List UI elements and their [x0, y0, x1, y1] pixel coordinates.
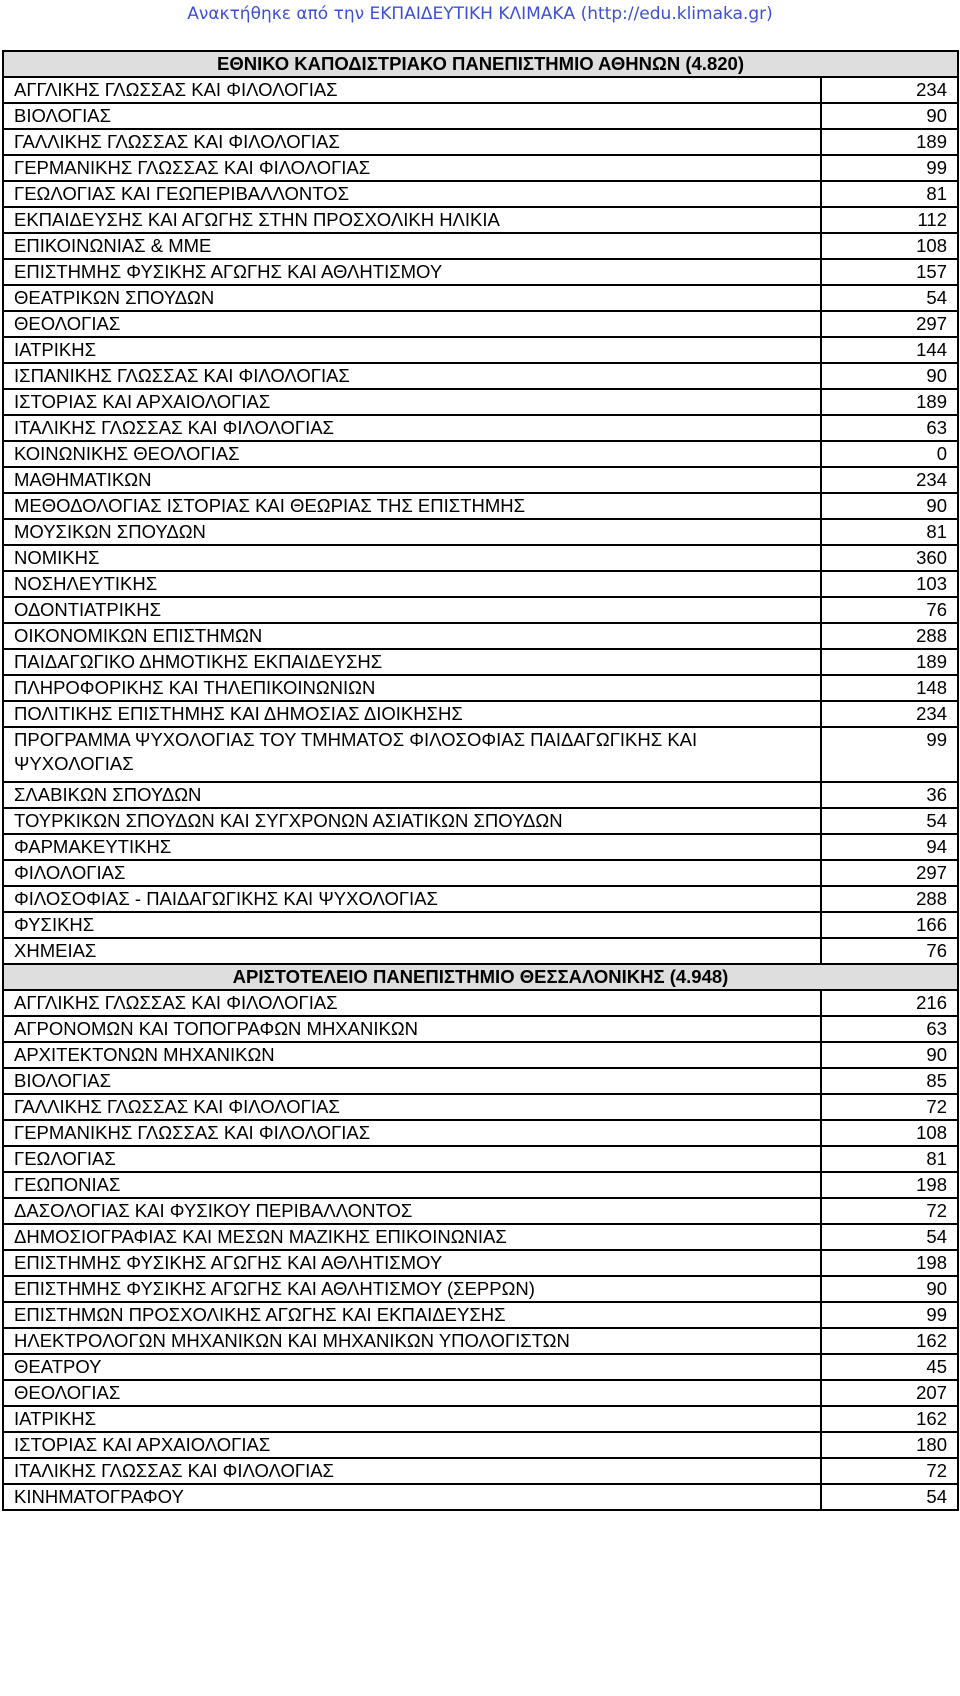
admission-count: 297 [821, 860, 958, 886]
admission-count: 162 [821, 1406, 958, 1432]
department-name: ΔΗΜΟΣΙΟΓΡΑΦΙΑΣ ΚΑΙ ΜΕΣΩΝ ΜΑΖΙΚΗΣ ΕΠΙΚΟΙΝΩΝΙΑΣ [3, 1224, 821, 1250]
admission-count: 189 [821, 129, 958, 155]
table-row [3, 155, 958, 181]
admission-count: 63 [821, 415, 958, 441]
department-name: ΗΛΕΚΤΡΟΛΟΓΩΝ ΜΗΧΑΝΙΚΩΝ ΚΑΙ ΜΗΧΑΝΙΚΩΝ ΥΠΟΛΟΓΙΣΤΩΝ [3, 1328, 821, 1354]
admission-count: 54 [821, 285, 958, 311]
admission-count: 103 [821, 571, 958, 597]
admission-count: 297 [821, 311, 958, 337]
department-name: ΦΑΡΜΑΚΕΥΤΙΚΗΣ [3, 834, 821, 860]
admission-count: 157 [821, 259, 958, 285]
admission-count: 108 [821, 1120, 958, 1146]
table-row [3, 808, 958, 834]
admission-count: 81 [821, 1146, 958, 1172]
admissions-table-body [3, 51, 958, 1510]
table-row [3, 337, 958, 363]
department-name: ΚΙΝΗΜΑΤΟΓΡΑΦΟΥ [3, 1484, 821, 1510]
department-name: ΑΓΓΛΙΚΗΣ ΓΛΩΣΣΑΣ ΚΑΙ ΦΙΛΟΛΟΓΙΑΣ [3, 990, 821, 1016]
department-name: ΣΛΑΒΙΚΩΝ ΣΠΟΥΔΩΝ [3, 782, 821, 808]
department-name: ΓΕΩΛΟΓΙΑΣ ΚΑΙ ΓΕΩΠΕΡΙΒΑΛΛΟΝΤΟΣ [3, 181, 821, 207]
table-row [3, 1068, 958, 1094]
department-name: ΙΑΤΡΙΚΗΣ [3, 1406, 821, 1432]
table-row [3, 1432, 958, 1458]
department-name: ΓΑΛΛΙΚΗΣ ΓΛΩΣΣΑΣ ΚΑΙ ΦΙΛΟΛΟΓΙΑΣ [3, 1094, 821, 1120]
admission-count: 207 [821, 1380, 958, 1406]
department-name: ΙΣΠΑΝΙΚΗΣ ΓΛΩΣΣΑΣ ΚΑΙ ΦΙΛΟΛΟΓΙΑΣ [3, 363, 821, 389]
admission-count: 76 [821, 597, 958, 623]
admission-count: 76 [821, 938, 958, 964]
department-name: ΕΠΙΣΤΗΜΩΝ ΠΡΟΣΧΟΛΙΚΗΣ ΑΓΩΓΗΣ ΚΑΙ ΕΚΠΑΙΔΕΥΣΗΣ [3, 1302, 821, 1328]
department-name: ΘΕΟΛΟΓΙΑΣ [3, 311, 821, 337]
table-row [3, 782, 958, 808]
admission-count: 99 [821, 155, 958, 181]
department-name: ΚΟΙΝΩΝΙΚΗΣ ΘΕΟΛΟΓΙΑΣ [3, 441, 821, 467]
university-title: ΑΡΙΣΤΟΤΕΛΕΙΟ ΠΑΝΕΠΙΣΤΗΜΙΟ ΘΕΣΣΑΛΟΝΙΚΗΣ (4.948) [3, 964, 958, 990]
department-name: ΔΑΣΟΛΟΓΙΑΣ ΚΑΙ ΦΥΣΙΚΟΥ ΠΕΡΙΒΑΛΛΟΝΤΟΣ [3, 1198, 821, 1224]
table-row [3, 493, 958, 519]
department-name: ΜΟΥΣΙΚΩΝ ΣΠΟΥΔΩΝ [3, 519, 821, 545]
table-row [3, 103, 958, 129]
department-name: ΤΟΥΡΚΙΚΩΝ ΣΠΟΥΔΩΝ ΚΑΙ ΣΥΓΧΡΟΝΩΝ ΑΣΙΑΤΙΚΩΝ ΣΠΟΥΔΩΝ [3, 808, 821, 834]
admission-count: 45 [821, 1354, 958, 1380]
department-name: ΓΕΩΛΟΓΙΑΣ [3, 1146, 821, 1172]
department-name: ΝΟΜΙΚΗΣ [3, 545, 821, 571]
table-row [3, 1406, 958, 1432]
admission-count: 81 [821, 181, 958, 207]
admission-count: 63 [821, 1016, 958, 1042]
table-row [3, 1328, 958, 1354]
admission-count: 288 [821, 623, 958, 649]
table-row [3, 311, 958, 337]
admission-count: 94 [821, 834, 958, 860]
table-row [3, 990, 958, 1016]
table-row [3, 1302, 958, 1328]
department-name: ΠΛΗΡΟΦΟΡΙΚΗΣ ΚΑΙ ΤΗΛΕΠΙΚΟΙΝΩΝΙΩΝ [3, 675, 821, 701]
university-title: ΕΘΝΙΚΟ ΚΑΠΟΔΙΣΤΡΙΑΚΟ ΠΑΝΕΠΙΣΤΗΜΙΟ ΑΘΗΝΩΝ (4.820) [3, 51, 958, 77]
department-name: ΑΓΡΟΝΟΜΩΝ ΚΑΙ ΤΟΠΟΓΡΑΦΩΝ ΜΗΧΑΝΙΚΩΝ [3, 1016, 821, 1042]
table-row [3, 545, 958, 571]
department-name: ΦΙΛΟΣΟΦΙΑΣ - ΠΑΙΔΑΓΩΓΙΚΗΣ ΚΑΙ ΨΥΧΟΛΟΓΙΑΣ [3, 886, 821, 912]
admission-count: 99 [821, 727, 958, 782]
table-row [3, 1120, 958, 1146]
department-name: ΝΟΣΗΛΕΥΤΙΚΗΣ [3, 571, 821, 597]
admission-count: 234 [821, 701, 958, 727]
admission-count: 162 [821, 1328, 958, 1354]
admission-count: 54 [821, 1224, 958, 1250]
admission-count: 144 [821, 337, 958, 363]
department-name: ΦΥΣΙΚΗΣ [3, 912, 821, 938]
department-name: ΠΟΛΙΤΙΚΗΣ ΕΠΙΣΤΗΜΗΣ ΚΑΙ ΔΗΜΟΣΙΑΣ ΔΙΟΙΚΗΣΗΣ [3, 701, 821, 727]
department-name: ΘΕΟΛΟΓΙΑΣ [3, 1380, 821, 1406]
department-name: ΟΔΟΝΤΙΑΤΡΙΚΗΣ [3, 597, 821, 623]
table-row [3, 415, 958, 441]
table-row [3, 259, 958, 285]
admission-count: 90 [821, 1042, 958, 1068]
department-name: ΜΕΘΟΔΟΛΟΓΙΑΣ ΙΣΤΟΡΙΑΣ ΚΑΙ ΘΕΩΡΙΑΣ ΤΗΣ ΕΠΙΣΤΗΜΗΣ [3, 493, 821, 519]
table-row [3, 389, 958, 415]
department-name: ΠΑΙΔΑΓΩΓΙΚΟ ΔΗΜΟΤΙΚΗΣ ΕΚΠΑΙΔΕΥΣΗΣ [3, 649, 821, 675]
table-row [3, 1198, 958, 1224]
department-name: ΙΑΤΡΙΚΗΣ [3, 337, 821, 363]
admission-count: 72 [821, 1458, 958, 1484]
admission-count: 198 [821, 1172, 958, 1198]
table-row [3, 233, 958, 259]
table-row [3, 285, 958, 311]
admission-count: 288 [821, 886, 958, 912]
table-row [3, 207, 958, 233]
table-row [3, 834, 958, 860]
department-name: ΟΙΚΟΝΟΜΙΚΩΝ ΕΠΙΣΤΗΜΩΝ [3, 623, 821, 649]
table-row [3, 441, 958, 467]
admission-count: 90 [821, 103, 958, 129]
table-row [3, 597, 958, 623]
department-name: ΒΙΟΛΟΓΙΑΣ [3, 1068, 821, 1094]
admission-count: 90 [821, 363, 958, 389]
table-row [3, 1276, 958, 1302]
table-row [3, 675, 958, 701]
department-name: ΓΕΩΠΟΝΙΑΣ [3, 1172, 821, 1198]
admission-count: 0 [821, 441, 958, 467]
table-row [3, 363, 958, 389]
table-row [3, 519, 958, 545]
admission-count: 234 [821, 77, 958, 103]
table-row [3, 1042, 958, 1068]
admission-count: 198 [821, 1250, 958, 1276]
table-row [3, 181, 958, 207]
admission-count: 360 [821, 545, 958, 571]
table-row [3, 571, 958, 597]
department-name: ΑΡΧΙΤΕΚΤΟΝΩΝ ΜΗΧΑΝΙΚΩΝ [3, 1042, 821, 1068]
admission-count: 72 [821, 1198, 958, 1224]
table-row [3, 649, 958, 675]
university-header-row [3, 964, 958, 990]
admission-count: 85 [821, 1068, 958, 1094]
table-row [3, 727, 958, 782]
source-watermark: Ανακτήθηκε από την ΕΚΠΑΙΔΕΥΤΙΚΗ ΚΛΙΜΑΚΑ (http://edu.klimaka.gr) [187, 4, 773, 24]
department-name: ΦΙΛΟΛΟΓΙΑΣ [3, 860, 821, 886]
table-row [3, 1458, 958, 1484]
admissions-table [2, 50, 959, 1511]
university-header-row [3, 51, 958, 77]
admission-count: 36 [821, 782, 958, 808]
table-row [3, 938, 958, 964]
department-name: ΙΤΑΛΙΚΗΣ ΓΛΩΣΣΑΣ ΚΑΙ ΦΙΛΟΛΟΓΙΑΣ [3, 1458, 821, 1484]
table-row [3, 1094, 958, 1120]
department-name: ΕΠΙΣΤΗΜΗΣ ΦΥΣΙΚΗΣ ΑΓΩΓΗΣ ΚΑΙ ΑΘΛΗΤΙΣΜΟΥ [3, 1250, 821, 1276]
department-name: ΓΕΡΜΑΝΙΚΗΣ ΓΛΩΣΣΑΣ ΚΑΙ ΦΙΛΟΛΟΓΙΑΣ [3, 155, 821, 181]
department-name: ΧΗΜΕΙΑΣ [3, 938, 821, 964]
table-row [3, 1016, 958, 1042]
table-row [3, 912, 958, 938]
table-row [3, 1250, 958, 1276]
table-row [3, 129, 958, 155]
admission-count: 81 [821, 519, 958, 545]
admission-count: 148 [821, 675, 958, 701]
table-row [3, 860, 958, 886]
table-row [3, 1380, 958, 1406]
department-name: ΠΡΟΓΡΑΜΜΑ ΨΥΧΟΛΟΓΙΑΣ ΤΟΥ ΤΜΗΜΑΤΟΣ ΦΙΛΟΣΟΦΙΑΣ ΠΑΙΔΑΓΩΓΙΚΗΣ ΚΑΙ ΨΥΧΟΛΟΓΙΑΣ [3, 727, 821, 782]
admission-count: 54 [821, 1484, 958, 1510]
department-name: ΙΤΑΛΙΚΗΣ ΓΛΩΣΣΑΣ ΚΑΙ ΦΙΛΟΛΟΓΙΑΣ [3, 415, 821, 441]
department-name: ΑΓΓΛΙΚΗΣ ΓΛΩΣΣΑΣ ΚΑΙ ΦΙΛΟΛΟΓΙΑΣ [3, 77, 821, 103]
department-name: ΘΕΑΤΡΙΚΩΝ ΣΠΟΥΔΩΝ [3, 285, 821, 311]
department-name: ΙΣΤΟΡΙΑΣ ΚΑΙ ΑΡΧΑΙΟΛΟΓΙΑΣ [3, 389, 821, 415]
admission-count: 166 [821, 912, 958, 938]
department-name: ΕΠΙΣΤΗΜΗΣ ΦΥΣΙΚΗΣ ΑΓΩΓΗΣ ΚΑΙ ΑΘΛΗΤΙΣΜΟΥ (ΣΕΡΡΩΝ) [3, 1276, 821, 1302]
table-row [3, 701, 958, 727]
table-row [3, 1146, 958, 1172]
department-name: ΕΠΙΣΤΗΜΗΣ ΦΥΣΙΚΗΣ ΑΓΩΓΗΣ ΚΑΙ ΑΘΛΗΤΙΣΜΟΥ [3, 259, 821, 285]
table-row [3, 1354, 958, 1380]
admission-count: 216 [821, 990, 958, 1016]
department-name: ΙΣΤΟΡΙΑΣ ΚΑΙ ΑΡΧΑΙΟΛΟΓΙΑΣ [3, 1432, 821, 1458]
admission-count: 189 [821, 389, 958, 415]
table-row [3, 1172, 958, 1198]
department-name: ΘΕΑΤΡΟΥ [3, 1354, 821, 1380]
admission-count: 189 [821, 649, 958, 675]
table-row [3, 1224, 958, 1250]
admission-count: 112 [821, 207, 958, 233]
department-name: ΜΑΘΗΜΑΤΙΚΩΝ [3, 467, 821, 493]
admission-count: 180 [821, 1432, 958, 1458]
table-row [3, 77, 958, 103]
department-name: ΓΑΛΛΙΚΗΣ ΓΛΩΣΣΑΣ ΚΑΙ ΦΙΛΟΛΟΓΙΑΣ [3, 129, 821, 155]
table-row [3, 623, 958, 649]
table-row [3, 886, 958, 912]
department-name: ΕΚΠΑΙΔΕΥΣΗΣ ΚΑΙ ΑΓΩΓΗΣ ΣΤΗΝ ΠΡΟΣΧΟΛΙΚΗ ΗΛΙΚΙΑ [3, 207, 821, 233]
admission-count: 54 [821, 808, 958, 834]
admission-count: 108 [821, 233, 958, 259]
department-name: ΓΕΡΜΑΝΙΚΗΣ ΓΛΩΣΣΑΣ ΚΑΙ ΦΙΛΟΛΟΓΙΑΣ [3, 1120, 821, 1146]
admission-count: 99 [821, 1302, 958, 1328]
table-row [3, 467, 958, 493]
admission-count: 234 [821, 467, 958, 493]
admission-count: 72 [821, 1094, 958, 1120]
department-name: ΒΙΟΛΟΓΙΑΣ [3, 103, 821, 129]
table-row [3, 1484, 958, 1510]
admission-count: 90 [821, 1276, 958, 1302]
admission-count: 90 [821, 493, 958, 519]
department-name: ΕΠΙΚΟΙΝΩΝΙΑΣ & ΜΜΕ [3, 233, 821, 259]
